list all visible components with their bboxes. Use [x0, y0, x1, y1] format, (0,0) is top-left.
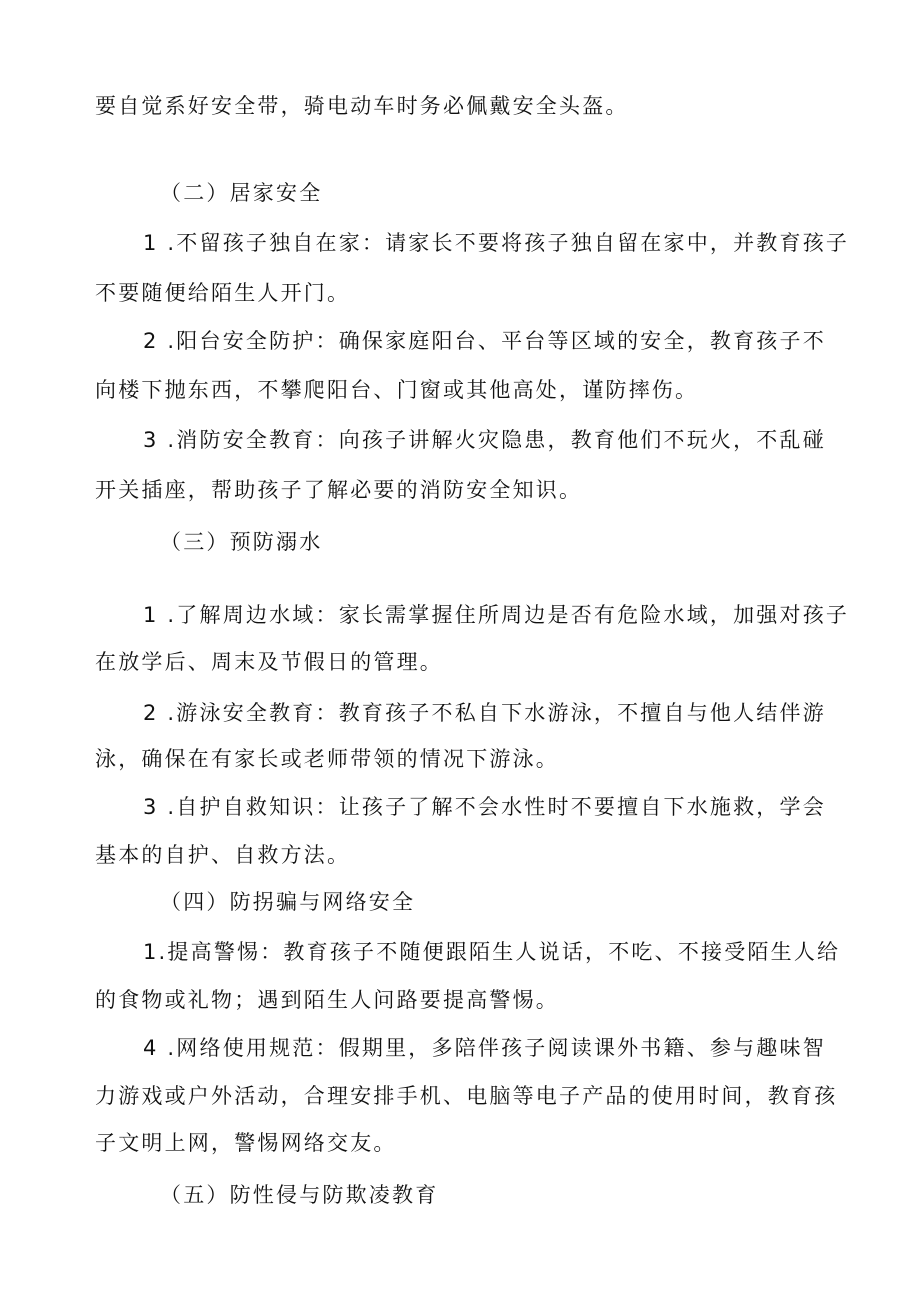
paragraph-line-1: 要自觉系好安全带，骑电动车时务必佩戴安全头盔。 — [95, 94, 629, 118]
abduction-line-1-1: 1.提高警惕：教育孩子不随便跟陌生人说话，不吃、不接受陌生人给 — [143, 940, 841, 964]
abduction-line-2-2: 力游戏或户外活动，合理安排手机、电脑等电子产品的使用时间，教育孩 — [95, 1084, 838, 1108]
item-line-3-2: 开关插座，帮助孩子了解必要的消防安全知识。 — [95, 478, 583, 502]
section-heading-home-safety: （二）居家安全 — [160, 181, 323, 205]
item-line-2-2: 向楼下抛东西，不攀爬阳台、门窗或其他高处，谨防摔伤。 — [95, 378, 699, 402]
abduction-line-1-2: 的食物或礼物；遇到陌生人问路要提高警惕。 — [95, 988, 559, 1012]
section-heading-drowning: （三）预防溺水 — [160, 530, 323, 554]
section-heading-abduction: （四）防拐骗与网络安全 — [160, 890, 416, 914]
abduction-line-2-3: 子文明上网，警惕网络交友。 — [95, 1131, 397, 1155]
drowning-line-3-1: 3 .自护自救知识：让孩子了解不会水性时不要擅自下水施救，学会 — [143, 795, 826, 819]
item-line-2-1: 2 .阳台安全防护：确保家庭阳台、平台等区域的安全，教育孩子不 — [143, 329, 826, 353]
drowning-line-1-1: 1 .了解周边水域：家长需掌握住所周边是否有危险水域，加强对孩子 — [143, 603, 850, 627]
section-heading-bullying: （五）防性侵与防欺凌教育 — [160, 1183, 439, 1207]
drowning-line-2-1: 2 .游泳安全教育：教育孩子不私自下水游泳，不擅自与他人结伴游 — [143, 701, 826, 725]
item-line-1-2: 不要随便给陌生人开门。 — [95, 281, 351, 305]
abduction-line-2-1: 4 .网络使用规范：假期里，多陪伴孩子阅读课外书籍、参与趣味智 — [143, 1036, 826, 1060]
drowning-line-1-2: 在放学后、周末及节假日的管理。 — [95, 650, 443, 674]
drowning-line-2-2: 泳，确保在有家长或老师带领的情况下游泳。 — [95, 747, 559, 771]
item-line-1-1: 1 .不留孩子独自在家：请家长不要将孩子独自留在家中，并教育孩子 — [143, 231, 850, 255]
drowning-line-3-2: 基本的自护、自救方法。 — [95, 843, 351, 867]
item-line-3-1: 3 .消防安全教育：向孩子讲解火灾隐患，教育他们不玩火，不乱碰 — [143, 428, 826, 452]
